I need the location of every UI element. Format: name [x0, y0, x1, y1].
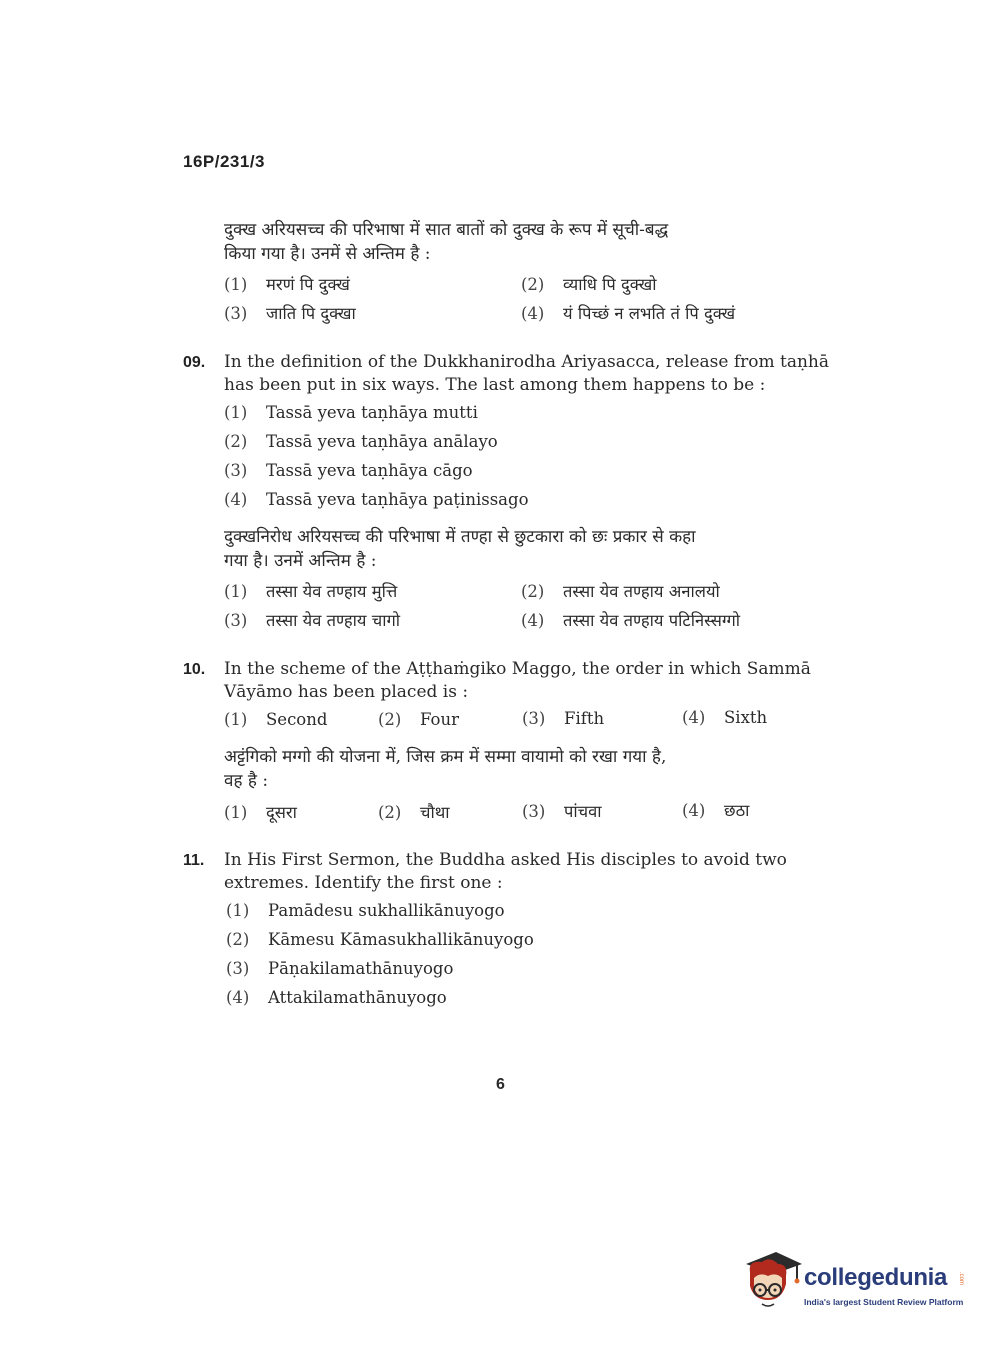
q10-hindi-option-4	[682, 798, 749, 821]
option-number: (3)	[224, 304, 248, 323]
option-text: Pāṇakilamathānuyogo	[268, 959, 454, 978]
q09-option-2	[224, 432, 498, 451]
option-number: (2)	[521, 582, 545, 601]
q09-line-2: has been put in six ways. The last among them happens to be :	[224, 375, 766, 395]
q08-hindi-line-2: किया गया है। उनमें से अन्तिम है :	[224, 244, 431, 264]
q10-number: 10.	[183, 661, 206, 678]
option-number: (4)	[521, 304, 545, 323]
q09-line-1: In the definition of the Dukkhanirodha Ariyasacca, release from taṇhā	[224, 352, 830, 372]
q10-option-4	[682, 708, 767, 727]
page-number: 6	[496, 1076, 505, 1093]
option-number: (1)	[226, 901, 250, 920]
q11-line-2: extremes. Identify the first one :	[224, 873, 503, 893]
option-text: यं पिच्छं न लभति तं पि दुक्खं	[563, 304, 736, 323]
q09-hindi-option-4	[521, 608, 740, 631]
q11-line-1: In His First Sermon, the Buddha asked His disciples to avoid two	[224, 850, 787, 870]
option-text: तस्सा येव तण्हाय अनालयो	[563, 582, 720, 601]
q09-option-4	[224, 490, 529, 509]
option-text: Second	[266, 710, 328, 729]
option-text: व्याधि पि दुक्खो	[563, 275, 657, 294]
q10-option-2	[378, 710, 459, 729]
q10-hindi-line-2: वह है :	[224, 771, 269, 791]
q10-line-1: In the scheme of the Aṭṭhaṁgiko Maggo, the order in which Sammā	[224, 659, 811, 679]
option-number: (1)	[224, 803, 248, 822]
option-text: छठा	[724, 801, 750, 820]
option-number: (1)	[224, 582, 248, 601]
q11-option-2	[226, 930, 534, 949]
option-text: Sixth	[724, 708, 768, 727]
option-number: (2)	[378, 803, 402, 822]
q09-option-3	[224, 461, 473, 480]
option-number: (2)	[378, 710, 402, 729]
option-text: Kāmesu Kāmasukhallikānuyogo	[268, 930, 534, 949]
q08-hindi-option-2	[521, 272, 656, 295]
option-number: (4)	[224, 490, 248, 509]
option-number: (3)	[224, 611, 248, 630]
q09-hindi-option-1	[224, 579, 397, 602]
q08-hindi-option-1	[224, 272, 350, 295]
option-number: (3)	[224, 461, 248, 480]
option-text: मरणं पि दुक्खं	[266, 275, 350, 294]
option-text: तस्सा येव तण्हाय चागो	[266, 611, 401, 630]
option-text: तस्सा येव तण्हाय मुत्ति	[266, 582, 398, 601]
option-number: (4)	[521, 611, 545, 630]
option-text: Tassā yeva taṇhāya paṭinissago	[266, 490, 529, 509]
option-text: Tassā yeva taṇhāya cāgo	[266, 461, 473, 480]
q11-option-4	[226, 988, 447, 1007]
q10-line-2: Vāyāmo has been placed is :	[224, 682, 469, 702]
collegedunia-mascot-logo	[742, 1250, 804, 1316]
option-text: Four	[420, 710, 459, 729]
q09-hindi-option-3	[224, 608, 400, 631]
option-number: (4)	[226, 988, 250, 1007]
collegedunia-brand: collegedunia	[804, 1264, 948, 1291]
option-number: (3)	[226, 959, 250, 978]
q11-option-1	[226, 901, 505, 920]
q09-hindi-line-2: गया है। उनमें अन्तिम है :	[224, 551, 377, 571]
option-number: (2)	[224, 432, 248, 451]
q09-number: 09.	[183, 354, 206, 371]
option-number: (1)	[224, 403, 248, 422]
q09-option-1	[224, 403, 478, 422]
option-text: चौथा	[420, 803, 450, 822]
option-number: (4)	[682, 708, 706, 727]
q10-option-1	[224, 710, 327, 729]
option-text: Tassā yeva taṇhāya anālayo	[266, 432, 498, 451]
q10-hindi-line-1: अट्टंगिको मग्गो की योजना में, जिस क्रम में सम्मा वायामो को रखा गया है,	[224, 747, 667, 767]
option-number: (3)	[522, 709, 546, 728]
q10-hindi-option-3	[522, 799, 602, 822]
q10-option-3	[522, 709, 604, 728]
q08-hindi-line-1: दुक्ख अरियसच्च की परिभाषा में सात बातों को दुक्ख के रूप में सूची-बद्ध	[224, 220, 669, 240]
option-text: Pamādesu sukhallikānuyogo	[268, 901, 505, 920]
collegedunia-tagline: India's largest Student Review Platform	[804, 1297, 964, 1307]
q08-hindi-option-4	[521, 301, 735, 324]
option-number: (1)	[224, 275, 248, 294]
q09-hindi-line-1: दुक्खनिरोध अरियसच्च की परिभाषा में तण्हा से छुटकारा को छः प्रकार से कहा	[224, 527, 696, 547]
option-number: (1)	[224, 710, 248, 729]
option-text: जाति पि दुक्खा	[266, 304, 356, 323]
option-text: पांचवा	[564, 802, 602, 821]
option-text: दूसरा	[266, 803, 297, 822]
option-number: (4)	[682, 801, 706, 820]
option-number: (2)	[226, 930, 250, 949]
option-text: Fifth	[564, 709, 605, 728]
q08-hindi-option-3	[224, 301, 356, 324]
collegedunia-com: .com	[958, 1272, 964, 1286]
q10-hindi-option-2	[378, 800, 450, 823]
option-text: Attakilamathānuyogo	[268, 988, 447, 1007]
q10-hindi-option-1	[224, 800, 297, 823]
option-text: तस्सा येव तण्हाय पटिनिस्सग्गो	[563, 611, 741, 630]
option-number: (3)	[522, 802, 546, 821]
paper-code: 16P/231/3	[183, 152, 266, 171]
q09-hindi-option-2	[521, 579, 720, 602]
q11-option-3	[226, 959, 453, 978]
option-number: (2)	[521, 275, 545, 294]
option-text: Tassā yeva taṇhāya mutti	[266, 403, 478, 422]
q11-number: 11.	[183, 852, 205, 869]
